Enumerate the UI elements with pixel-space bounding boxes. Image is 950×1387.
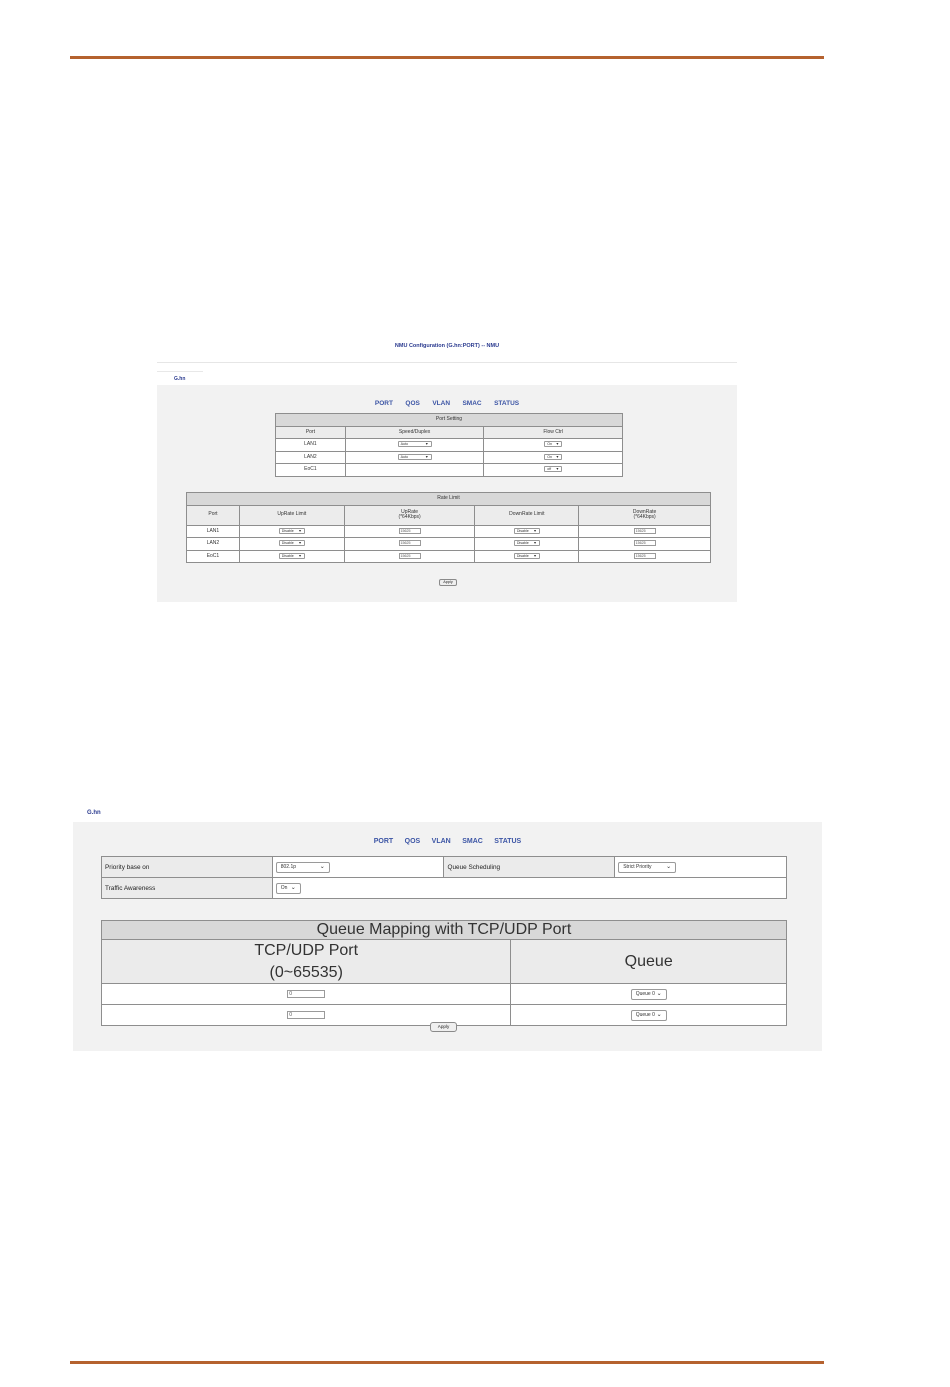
uprate-limit-select[interactable]: Disable ▼ <box>279 528 305 534</box>
col-speed-duplex: Speed/Duplex <box>345 426 484 439</box>
queue-select[interactable]: Queue 0 ⌄ <box>631 989 667 1000</box>
flow-ctrl-select[interactable]: On ▼ <box>544 454 562 460</box>
divider <box>157 362 737 363</box>
table-row <box>102 984 787 1005</box>
port-setting-table <box>275 413 623 477</box>
port-name: LAN1 <box>276 439 346 452</box>
nav-port[interactable]: PORT <box>373 838 394 845</box>
table-row <box>187 550 711 563</box>
nav-status[interactable]: STATUS <box>494 400 520 407</box>
nav-vlan[interactable]: VLAN <box>432 400 451 407</box>
port-name: LAN2 <box>276 451 346 464</box>
speed-duplex-select[interactable]: Auto ▼ <box>398 454 432 460</box>
dropdown-arrow-icon: ▼ <box>533 541 537 546</box>
table-row <box>276 464 623 477</box>
port-name: EoC1 <box>187 550 240 563</box>
config-panel <box>73 822 822 1051</box>
table-row <box>276 439 623 452</box>
downrate-input[interactable]: 15625 <box>634 528 656 534</box>
dropdown-arrow-icon: ▼ <box>555 442 560 447</box>
downrate-limit-select[interactable]: Disable ▼ <box>514 528 540 534</box>
downrate-limit-select[interactable]: Disable ▼ <box>514 553 540 559</box>
uprate-limit-select[interactable]: Disable ▼ <box>279 540 305 546</box>
chevron-down-icon: ⌄ <box>290 884 296 891</box>
priority-table <box>101 856 787 899</box>
traffic-awareness-label: Traffic Awareness <box>102 878 273 899</box>
tcp-udp-port-input[interactable]: 0 <box>287 1011 325 1019</box>
dropdown-arrow-icon: ▼ <box>298 553 302 558</box>
col-tcp-udp-port: TCP/UDP Port (0~65535) <box>102 940 511 984</box>
col-flow-ctrl: Flow Ctrl <box>484 426 623 439</box>
dropdown-arrow-icon: ▼ <box>533 528 537 533</box>
uprate-limit-select[interactable]: Disable ▼ <box>279 553 305 559</box>
downrate-input[interactable]: 15625 <box>634 540 656 546</box>
nav-status[interactable]: STATUS <box>494 838 522 845</box>
col-queue: Queue <box>511 940 787 984</box>
dropdown-arrow-icon: ▼ <box>298 528 302 533</box>
priority-base-label: Priority base on <box>102 857 273 878</box>
nav-smac[interactable]: SMAC <box>462 838 483 845</box>
nav-qos[interactable]: QOS <box>404 838 421 845</box>
table-row <box>187 525 711 538</box>
nav-menu <box>157 392 737 410</box>
apply-button[interactable]: Apply <box>439 579 457 586</box>
tcp-udp-port-input[interactable]: 0 <box>287 990 325 998</box>
col-port: Port <box>187 505 240 525</box>
port-setting-title: Port Setting <box>276 414 623 427</box>
chevron-down-icon: ⌄ <box>656 990 662 997</box>
table-row <box>276 451 623 464</box>
downrate-input[interactable]: 15625 <box>634 553 656 559</box>
dropdown-arrow-icon: ▼ <box>425 442 429 447</box>
port-config-screenshot <box>157 338 737 602</box>
tab-ghn[interactable]: G.hn <box>73 803 125 822</box>
rate-limit-table <box>186 492 711 563</box>
nav-port[interactable]: PORT <box>374 400 393 407</box>
apply-button[interactable]: Apply <box>430 1022 457 1032</box>
dropdown-arrow-icon: ▼ <box>555 454 560 459</box>
queue-mapping-title: Queue Mapping with TCP/UDP Port <box>102 921 787 940</box>
col-downrate: DownRate (*64Kbps) <box>579 505 711 525</box>
chevron-down-icon: ⌄ <box>319 863 325 870</box>
qos-config-screenshot <box>73 803 822 1051</box>
nav-menu <box>73 830 822 848</box>
dropdown-arrow-icon: ▼ <box>425 454 429 459</box>
queue-scheduling-select[interactable]: Strict Priority ⌄ <box>618 862 676 873</box>
speed-duplex-select[interactable]: Auto ▼ <box>398 441 432 447</box>
top-rule <box>70 56 824 59</box>
config-panel <box>157 385 737 602</box>
dropdown-arrow-icon: ▼ <box>298 541 302 546</box>
chevron-down-icon: ⌄ <box>656 1011 662 1018</box>
col-downrate-limit: DownRate Limit <box>475 505 579 525</box>
queue-select[interactable]: Queue 0 ⌄ <box>631 1010 667 1021</box>
speed-duplex-empty <box>345 464 484 477</box>
page-title: NMU Configuration (G.hn:PORT) -- NMU <box>394 343 500 349</box>
tab-ghn[interactable]: G.hn <box>157 371 203 385</box>
port-name: EoC1 <box>276 464 346 477</box>
uprate-input[interactable]: 15625 <box>399 540 421 546</box>
nav-vlan[interactable]: VLAN <box>431 838 451 845</box>
port-name: LAN2 <box>187 538 240 551</box>
col-uprate-limit: UpRate Limit <box>239 505 344 525</box>
dropdown-arrow-icon: ▼ <box>555 467 560 472</box>
rate-limit-title: Rate Limit <box>187 493 711 506</box>
flow-ctrl-select[interactable]: off ▼ <box>544 466 562 472</box>
port-name: LAN1 <box>187 525 240 538</box>
traffic-awareness-select[interactable]: On ⌄ <box>276 883 301 894</box>
priority-base-select[interactable]: 802.1p ⌄ <box>276 862 330 873</box>
downrate-limit-select[interactable]: Disable ▼ <box>514 540 540 546</box>
table-row <box>102 857 787 878</box>
table-row <box>187 538 711 551</box>
dropdown-arrow-icon: ▼ <box>533 553 537 558</box>
bottom-rule <box>70 1361 824 1364</box>
table-row <box>102 878 787 899</box>
nav-smac[interactable]: SMAC <box>462 400 482 407</box>
queue-mapping-table <box>101 920 787 1026</box>
col-uprate: UpRate (*64Kbps) <box>344 505 475 525</box>
flow-ctrl-select[interactable]: On ▼ <box>544 441 562 447</box>
uprate-input[interactable]: 15625 <box>399 528 421 534</box>
queue-scheduling-label: Queue Scheduling <box>444 857 615 878</box>
chevron-down-icon: ⌄ <box>666 863 672 870</box>
nav-qos[interactable]: QOS <box>405 400 420 407</box>
col-port: Port <box>276 426 346 439</box>
uprate-input[interactable]: 15625 <box>399 553 421 559</box>
